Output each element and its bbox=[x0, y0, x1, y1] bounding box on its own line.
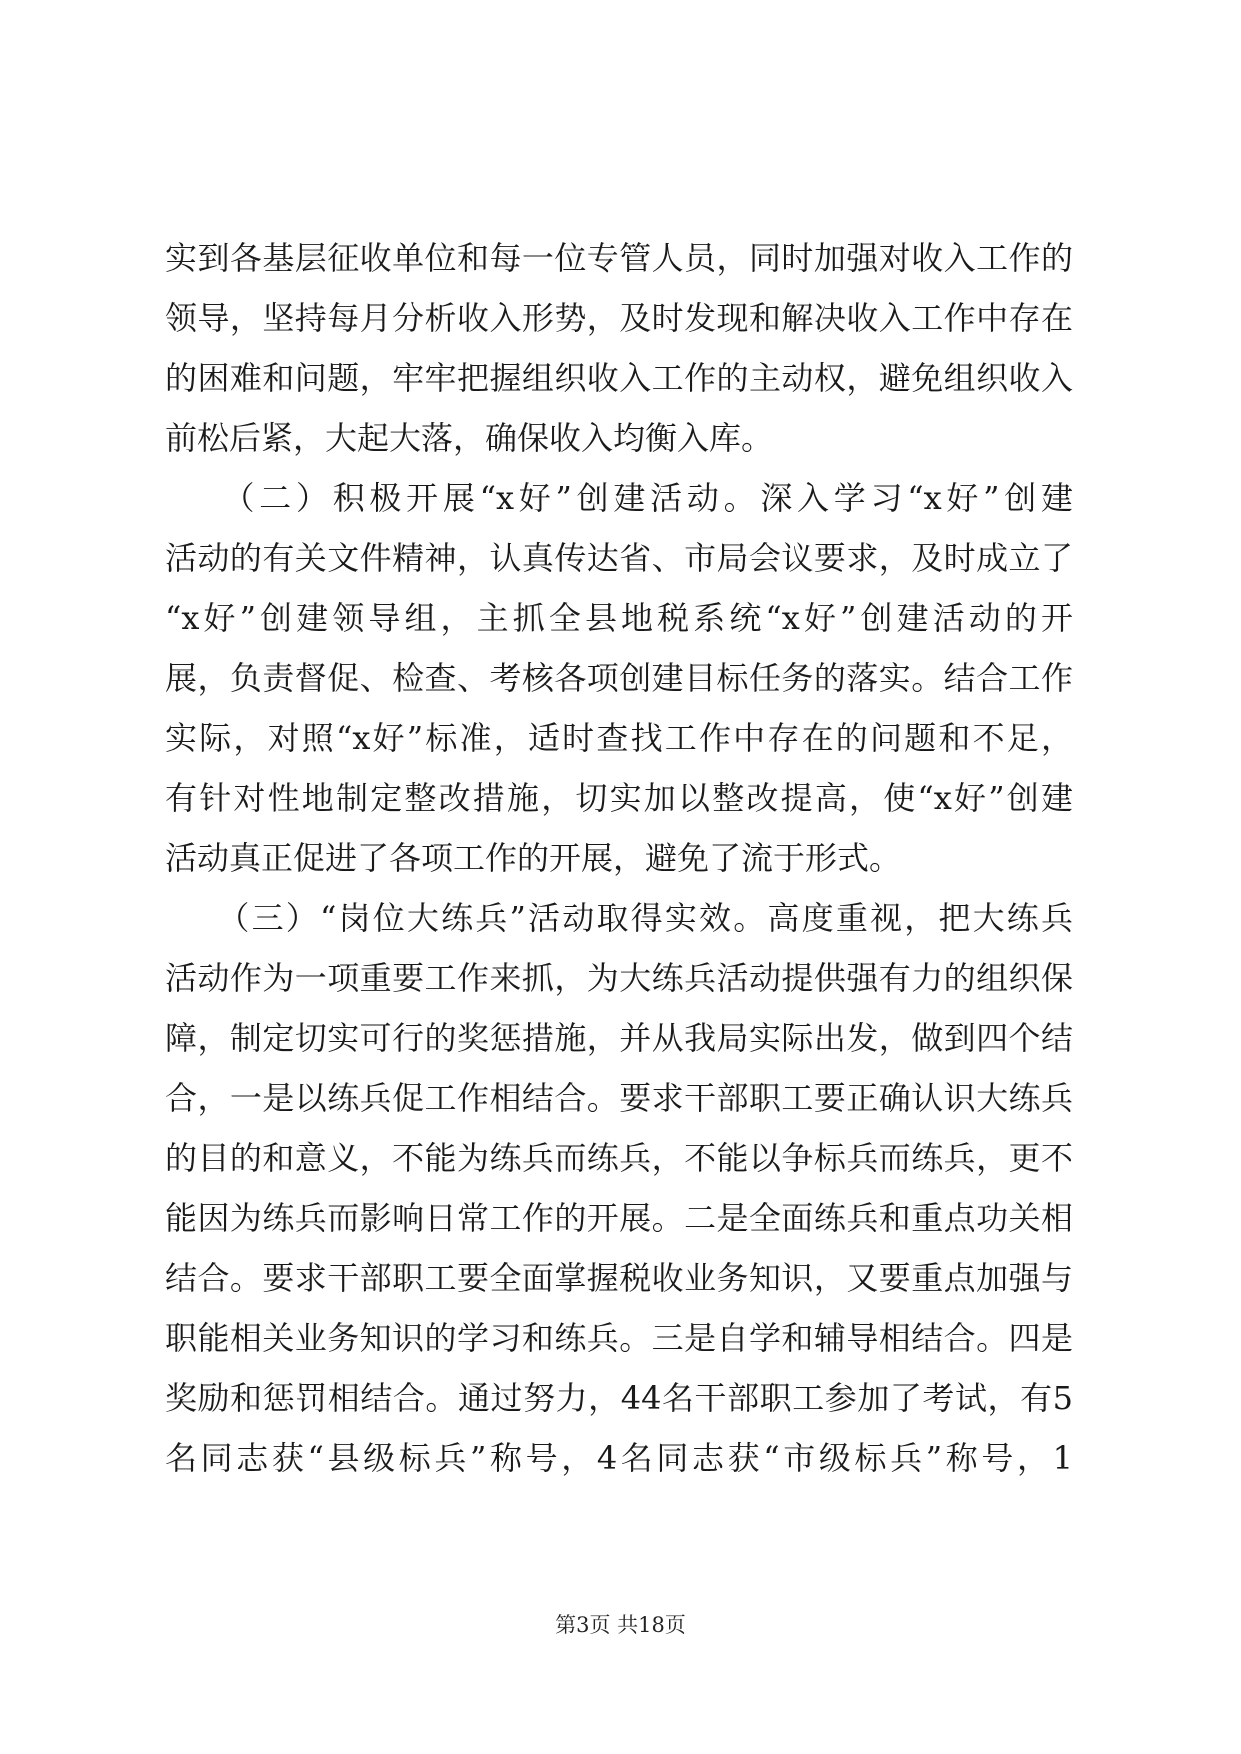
text-line: 结合。要求干部职工要全面掌握税收业务知识，又要重点加强与 bbox=[165, 1259, 1073, 1297]
text-line: 活动的有关文件精神，认真传达省、市局会议要求，及时成立了 bbox=[165, 539, 1073, 577]
body-text bbox=[165, 228, 1073, 1488]
text-line: 活动真正促进了各项工作的开展，避免了流于形式。 bbox=[165, 839, 902, 877]
page-footer: 第3页 共18页 bbox=[555, 1613, 686, 1637]
text-line: “x好”创建领导组，主抓全县地税系统“x好”创建活动的开 bbox=[165, 599, 1073, 637]
text-line: 奖励和惩罚相结合。通过努力，44名干部职工参加了考试，有5 bbox=[165, 1379, 1073, 1417]
text-line: 实到各基层征收单位和每一位专管人员，同时加强对收入工作的 bbox=[165, 239, 1073, 277]
text-line: 职能相关业务知识的学习和练兵。三是自学和辅导相结合。四是 bbox=[165, 1319, 1073, 1357]
text-line: 能因为练兵而影响日常工作的开展。二是全面练兵和重点功关相 bbox=[165, 1199, 1073, 1237]
text-line: （二）积极开展“x好”创建活动。深入学习“x好”创建 bbox=[165, 479, 1073, 517]
text-line: 的困难和问题，牢牢把握组织收入工作的主动权，避免组织收入 bbox=[165, 359, 1073, 397]
text-line: 的目的和意义，不能为练兵而练兵，不能以争标兵而练兵，更不 bbox=[165, 1139, 1073, 1177]
text-line: 合，一是以练兵促工作相结合。要求干部职工要正确认识大练兵 bbox=[165, 1079, 1073, 1117]
text-line: 障，制定切实可行的奖惩措施，并从我局实际出发，做到四个结 bbox=[165, 1019, 1073, 1057]
text-line: 前松后紧，大起大落，确保收入均衡入库。 bbox=[165, 419, 774, 457]
text-line: 领导，坚持每月分析收入形势，及时发现和解决收入工作中存在 bbox=[165, 299, 1073, 337]
text-line: 有针对性地制定整改措施，切实加以整改提高，使“x好”创建 bbox=[165, 779, 1073, 817]
text-line: 实际，对照“x好”标准，适时查找工作中存在的问题和不足， bbox=[165, 719, 1073, 757]
text-line: 活动作为一项重要工作来抓，为大练兵活动提供强有力的组织保 bbox=[165, 959, 1073, 997]
text-line: 名同志获“县级标兵”称号，4名同志获“市级标兵”称号，1 bbox=[165, 1439, 1073, 1477]
text-line: 展，负责督促、检查、考核各项创建目标任务的落实。结合工作 bbox=[165, 659, 1073, 697]
text-line: （三）“岗位大练兵”活动取得实效。高度重视，把大练兵 bbox=[165, 899, 1073, 937]
